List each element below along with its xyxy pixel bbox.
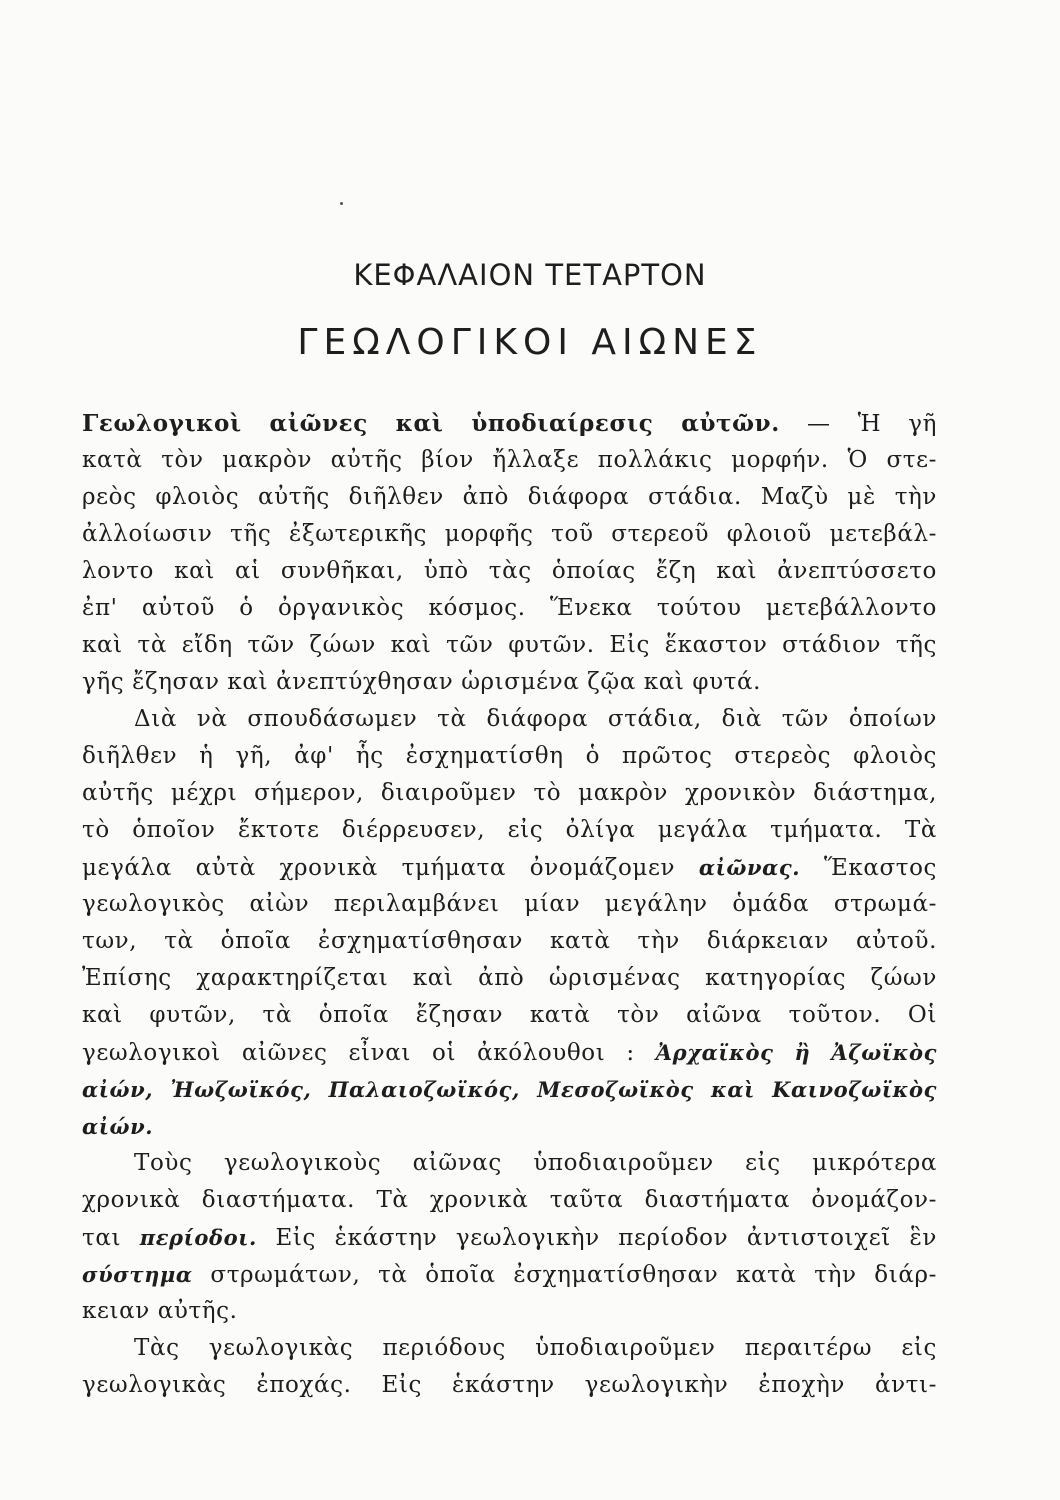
text-line: ἀλλοίωσιν τῆς ἐξωτερικῆς μορφῆς τοῦ στερεοῦ φλοιοῦ μετεβάλ- (82, 521, 937, 547)
text-line: κατὰ τὸν μακρὸν αὐτῆς βίον ἤλλαξε πολλάκις μορφήν. Ὁ στε- (82, 447, 937, 473)
text-line: καὶ φυτῶν, τὰ ὁποῖα ἔζησαν κατὰ τὸν αἰῶνα τοῦτον. Οἱ (82, 1002, 937, 1028)
term-archaic-azoic: Ἀρχαϊκὸς ἢ Ἀζωϊκὸς (655, 1040, 937, 1065)
term-systema: σύστημα (82, 1262, 193, 1287)
text-line: Γεωλογικοὶ αἰῶνες καὶ ὑποδιαίρεσις αὐτῶν. — Ἡ γῆ (82, 410, 938, 437)
term-eon: αἰών. (82, 1114, 154, 1139)
text-line: γεωλογικὰς ἐποχάς. Εἰς ἑκάστην γεωλογικὴν ἐποχὴν ἀντι- (82, 1372, 937, 1398)
section-heading: Γεωλογικοὶ αἰῶνες καὶ ὑποδιαίρεσις αὐτῶν. (82, 410, 780, 437)
text-line: ται περίοδοι. Εἰς ἑκάστην γεωλογικὴν περίοδον ἀντιστοιχεῖ ἓν (82, 1225, 937, 1251)
ink-speck (340, 202, 343, 205)
text-line: ρεὸς φλοιὸς αὐτῆς διῆλθεν ἀπὸ διάφορα στάδια. Μαζὺ μὲ τὴν (82, 484, 937, 510)
text-line: γεωλογικὸς αἰὼν περιλαμβάνει μίαν μεγάλην ὁμάδα στρωμά- (82, 891, 937, 917)
text-line: Ἐπίσης χαρακτηρίζεται καὶ ἀπὸ ὡρισμένας κατηγορίας ζώων (82, 965, 937, 991)
term-periodoi: περίοδοι. (139, 1225, 257, 1250)
text-line: κειαν αὐτῆς. (82, 1298, 238, 1324)
text-line: διῆλθεν ἡ γῆ, ἀφ' ἧς ἐσχηματίσθη ὁ πρῶτος στερεὸς φλοιὸς (82, 743, 937, 769)
chapter-label: ΚΕΦΑΛΑΙΟΝ ΤΕΤΑΡΤΟΝ (353, 258, 707, 292)
text-line: σύστημα στρωμάτων, τὰ ὁποῖα ἐσχηματίσθησαν κατὰ τὴν διάρ- (82, 1262, 937, 1288)
term-eon-list: αἰών, Ἠωζωϊκός, Παλαιοζωϊκός, Μεσοζωϊκὸς καὶ Καινοζωϊκὸς (82, 1077, 937, 1102)
text-line: τὸ ὁποῖον ἔκτοτε διέρρευσεν, εἰς ὀλίγα μεγάλα τμήματα. Τὰ (82, 817, 937, 843)
text-line: αὐτῆς μέχρι σήμερον, διαιροῦμεν τὸ μακρὸν χρονικὸν διάστημα, (82, 780, 937, 806)
text-line: μεγάλα αὐτὰ χρονικὰ τμήματα ὀνομάζομεν αἰῶνας. Ἕκαστος (82, 855, 938, 881)
body-text (82, 405, 937, 1404)
text-line: Τοὺς γεωλογικοὺς αἰῶνας ὑποδιαιροῦμεν εἰς μικρότερα (134, 1150, 937, 1176)
text-line: ἐπ' αὐτοῦ ὁ ὀργανικὸς κόσμος. Ἕνεκα τούτου μετεβάλλοντο (82, 595, 937, 621)
text-line: καὶ τὰ εἴδη τῶν ζώων καὶ τῶν φυτῶν. Εἰς ἕκαστον στάδιον τῆς (82, 632, 937, 658)
text-line: γῆς ἔζησαν καὶ ἀνεπτύχθησαν ὡρισμένα ζῷα καὶ φυτά. (82, 669, 762, 695)
text-line: χρονικὰ διαστήματα. Τὰ χρονικὰ ταῦτα διαστήματα ὀνομάζον- (82, 1187, 937, 1213)
chapter-title: ΓΕΩΛΟΓΙΚΟΙ ΑΙΩΝΕΣ (297, 322, 763, 363)
term-aiones: αἰῶνας. (698, 855, 801, 880)
text-line: λοντο καὶ αἱ συνθῆκαι, ὑπὸ τὰς ὁποίας ἔζη καὶ ἀνεπτύσσετο (82, 558, 937, 584)
text-line: γεωλογικοὶ αἰῶνες εἶναι οἱ ἀκόλουθοι : Ἀρχαϊκὸς ἢ Ἀζωϊκὸς (82, 1040, 937, 1066)
text-line: Διὰ νὰ σπουδάσωμεν τὰ διάφορα στάδια, διὰ τῶν ὁποίων (134, 706, 937, 732)
text-line: Τὰς γεωλογικὰς περιόδους ὑποδιαιροῦμεν περαιτέρω εἰς (134, 1335, 937, 1361)
text-line: των, τὰ ὁποῖα ἐσχηματίσθησαν κατὰ τὴν διάρκειαν αὐτοῦ. (82, 928, 937, 954)
